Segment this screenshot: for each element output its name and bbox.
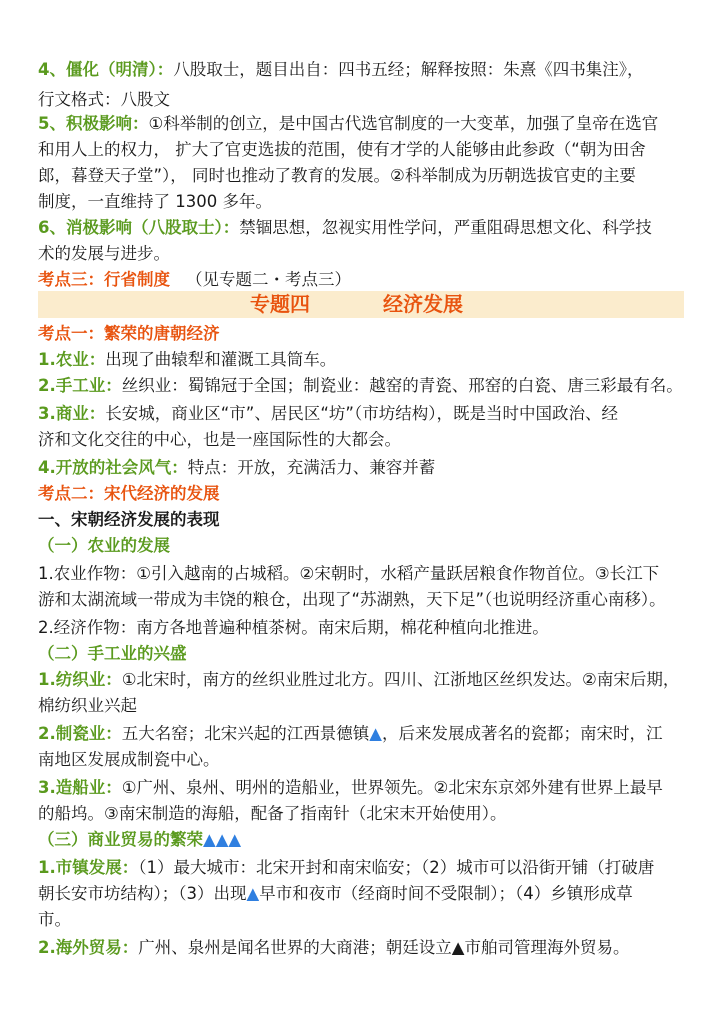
tang-agri-heading: 1.农业： (38, 350, 106, 369)
song-craft-heading (38, 642, 690, 666)
kaodian-3 (38, 268, 690, 292)
item-4-heading: 4、僵化（明清）： (38, 60, 174, 79)
song-porcelain-heading: 2.制瓷业： (38, 724, 122, 743)
song-porcelain-text-b: ，后来发展成著名的瓷都；南宋时，江 (381, 724, 663, 743)
tang-agri-text: 出现了曲辕犁和灌溉工具筒车。 (105, 350, 337, 369)
kaodian-1-heading (38, 322, 690, 346)
tang-open (38, 456, 690, 480)
song-section-1: 一、宋朝经济发展的表现 (38, 510, 220, 529)
item-5-line-2: 和用人上的权力， 扩大了官吏选拔的范围，使有才学的人能够由此参政（“朝为田舍 (38, 140, 646, 159)
song-overseas-text: 广州、泉州是闻名世界的大商港；朝廷设立▲市舶司管理海外贸易。 (138, 938, 630, 957)
item-6-line-1 (38, 216, 690, 240)
item-5-text: ①科举制的创立，是中国古代选官制度的一大变革，加强了皇帝在选官 (148, 114, 659, 133)
kaodian-1-title: 考点一：繁荣的唐朝经济 (38, 324, 220, 343)
item-6-heading: 6、消极影响（八股取士）： (38, 218, 240, 237)
song-textile-line-1 (38, 668, 690, 692)
tang-commerce-line-1 (38, 402, 690, 426)
song-textile-text: ①北宋时，南方的丝织业胜过北方。四川、江浙地区丝织发达。②南宋后期， (121, 670, 680, 689)
song-towns-text-a: 朝长安市坊结构）；（3）出现 (38, 884, 247, 903)
tang-craft (38, 374, 690, 398)
song-towns-line-1 (38, 856, 690, 880)
item-5-line-3: 郎，暮登天子堂”）， 同时也推动了教育的发展。②科举制成为历朝选拔官吏的主要 (38, 166, 636, 185)
song-textile-heading: 1.纺织业： (38, 670, 122, 689)
tang-open-heading: 4.开放的社会风气： (38, 458, 188, 477)
key-triangle-icon: ▲ (369, 724, 382, 743)
tang-agri (38, 348, 690, 372)
song-overseas-trade (38, 936, 690, 960)
tang-commerce-heading: 3.商业： (38, 404, 106, 423)
tang-commerce-text: 长安城，商业区“市”、居民区“坊”（市坊结构），既是当时中国政治、经 (105, 404, 618, 423)
kaodian-2-heading (38, 482, 690, 506)
banner-topic-number: 专题四 (250, 292, 310, 316)
song-towns-line-2 (38, 882, 690, 906)
item-6-text: 禁锢思想，忽视实用性学问，严重阻碍思想文化、科学技 (239, 218, 652, 237)
song-agri-line-3: 2.经济作物：南方各地普遍种植茶树。南宋后期，棉花种植向北推进。 (38, 618, 549, 637)
item-6-line-2: 术的发展与进步。 (38, 244, 170, 263)
song-porcelain-line-1 (38, 722, 690, 746)
song-towns-text: （1）最大城市：北宋开封和南宋临安；（2）城市可以沿街开铺（打破唐 (138, 858, 655, 877)
key-triangles-icon: ▲▲▲ (203, 830, 242, 849)
song-shipbuilding-line-2: 的船坞。③南宋制造的海船，配备了指南针（北宋末开始使用）。 (38, 804, 507, 823)
kaodian-3-heading: 考点三：行省制度 (38, 270, 170, 289)
tang-open-text: 特点：开放，充满活力、兼容并蓄 (187, 458, 436, 477)
kaodian-2-title: 考点二：宋代经济的发展 (38, 484, 220, 503)
song-craft-title: （二）手工业的兴盛 (38, 644, 187, 663)
song-towns-heading: 1.市镇发展： (38, 858, 139, 877)
tang-commerce-line-2: 济和文化交往的中心，也是一座国际性的大都会。 (38, 430, 401, 449)
kaodian-3-note: （见专题二・考点三） (186, 270, 351, 289)
item-5-line-4: 制度，一直维持了 1300 多年。 (38, 192, 272, 211)
item-5-heading: 5、积极影响： (38, 114, 149, 133)
song-shipbuilding-text: ①广州、泉州、明州的造船业，世界领先。②北宋东京郊外建有世界上最早 (121, 778, 663, 797)
song-porcelain-line-2: 南地区发展成制瓷中心。 (38, 750, 220, 769)
song-towns-line-3: 市。 (38, 910, 71, 929)
song-agri-heading (38, 534, 690, 558)
song-agri-line-2: 游和太湖流域一带成为丰饶的粮仓，出现了“苏湖熟，天下足”（也说明经济重心南移）。 (38, 590, 666, 609)
banner-topic-title: 经济发展 (383, 292, 463, 316)
song-commerce-title: （三）商业贸易的繁荣 (38, 830, 203, 849)
item-4-line-1 (38, 58, 690, 82)
song-shipbuilding-line-1 (38, 776, 690, 800)
song-overseas-heading: 2.海外贸易： (38, 938, 139, 957)
song-towns-text-b: 早市和夜市（经商时间不受限制）；（4）乡镇形成草 (259, 884, 633, 903)
song-agri-line-1: 1.农业作物：①引入越南的占城稻。②宋朝时，水稻产量跃居粮食作物首位。③长江下 (38, 564, 660, 583)
topic-banner (38, 291, 684, 318)
tang-craft-text: 丝织业：蜀锦冠于全国；制瓷业：越窑的青瓷、邢窑的白瓷、唐三彩最有名。 (121, 376, 683, 395)
song-porcelain-text-a: 五大名窑；北宋兴起的江西景德镇 (121, 724, 370, 743)
song-agri-title: （一）农业的发展 (38, 536, 170, 555)
song-shipbuilding-heading: 3.造船业： (38, 778, 122, 797)
item-4-text: 八股取士，题目出自：四书五经；解释按照：朱熹《四书集注》， (173, 60, 644, 79)
song-textile-line-2: 棉纺织业兴起 (38, 696, 137, 715)
song-commerce-heading (38, 828, 690, 852)
key-triangle-icon: ▲ (246, 884, 260, 903)
tang-craft-heading: 2.手工业： (38, 376, 122, 395)
item-5-line-1 (38, 112, 690, 136)
item-4-line-2: 行文格式：八股文 (38, 90, 170, 109)
